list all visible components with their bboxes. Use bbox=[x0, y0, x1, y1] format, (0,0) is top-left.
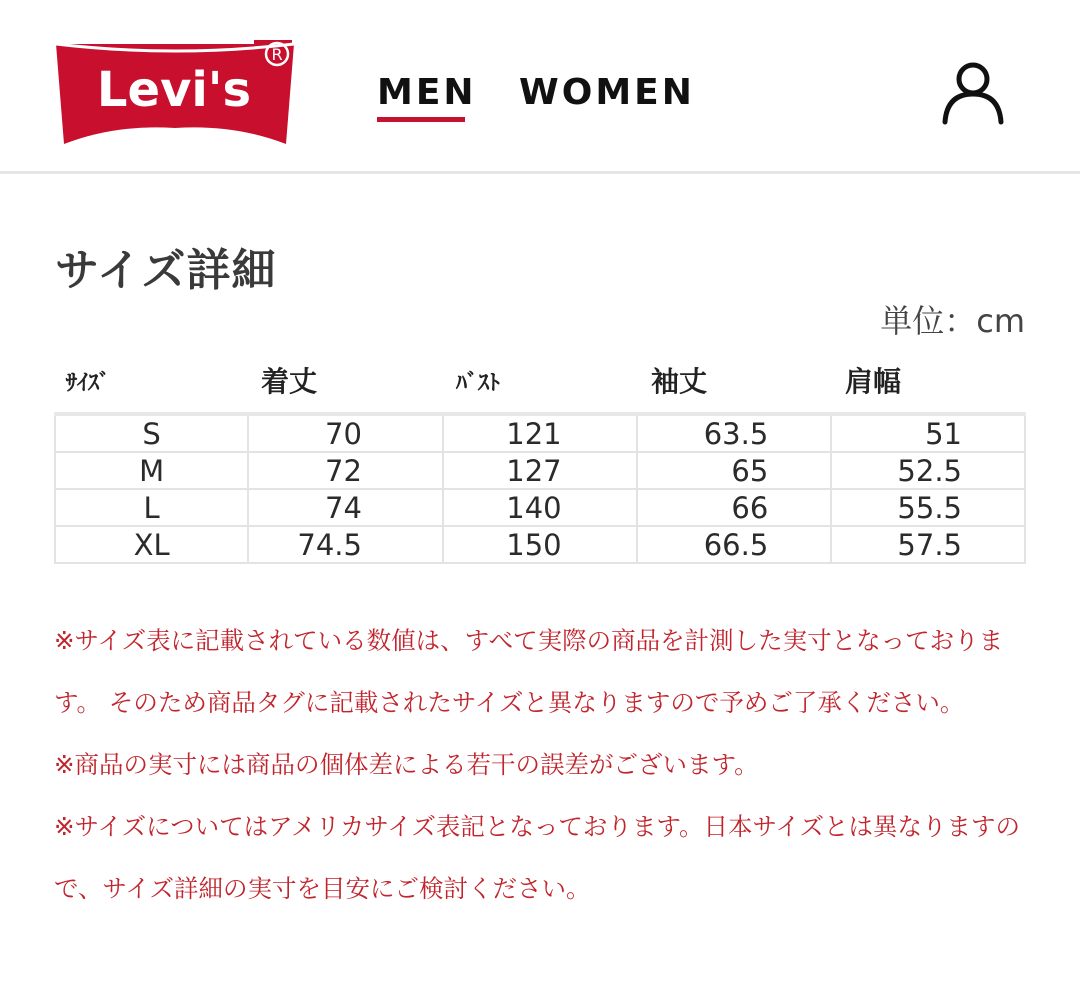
page-title: サイズ詳細 bbox=[55, 245, 277, 296]
cell-shoulder: 55.5 bbox=[831, 489, 1025, 526]
registered-mark: R bbox=[271, 45, 283, 64]
table-row bbox=[55, 414, 1025, 452]
nav-women[interactable]: WOMEN bbox=[519, 72, 695, 113]
size-table bbox=[54, 412, 1026, 564]
nav-men[interactable]: MEN bbox=[377, 72, 477, 113]
cell-bust: 121 bbox=[443, 414, 637, 452]
levis-logo[interactable] bbox=[54, 40, 296, 146]
cell-bust: 140 bbox=[443, 489, 637, 526]
cell-shoulder: 57.5 bbox=[831, 526, 1025, 563]
table-row bbox=[55, 526, 1025, 563]
column-header-shoulder: 肩幅 bbox=[845, 365, 902, 398]
size-notes bbox=[54, 610, 1029, 920]
note-measurement: ※サイズ表に記載されている数値は、すべて実際の商品を計測した実寸となっております。 そのため商品タグに記載されたサイズと異なりますので予めご了承ください。 bbox=[54, 626, 1004, 717]
cell-size: L bbox=[55, 489, 248, 526]
cell-sleeve: 66.5 bbox=[637, 526, 832, 563]
column-header-length: 着丈 bbox=[261, 365, 318, 398]
note-us-sizing: ※サイズについてはアメリカサイズ表記となっております。日本サイズとは異なりますので、サイズ詳細の実寸を目安にご検討ください。 bbox=[54, 812, 1020, 903]
account-icon[interactable] bbox=[938, 60, 1008, 126]
table-row bbox=[55, 452, 1025, 489]
cell-length: 74.5 bbox=[248, 526, 443, 563]
cell-shoulder: 52.5 bbox=[831, 452, 1025, 489]
cell-sleeve: 65 bbox=[637, 452, 832, 489]
cell-bust: 150 bbox=[443, 526, 637, 563]
nav-active-underline bbox=[377, 117, 465, 122]
cell-bust: 127 bbox=[443, 452, 637, 489]
column-header-bust: ﾊﾞｽﾄ bbox=[456, 371, 501, 396]
cell-length: 72 bbox=[248, 452, 443, 489]
site-header bbox=[0, 0, 1080, 174]
note-variance: ※商品の実寸には商品の個体差による若干の誤差がございます。 bbox=[54, 750, 759, 779]
table-column-headers bbox=[0, 360, 1080, 404]
cell-sleeve: 66 bbox=[637, 489, 832, 526]
cell-shoulder: 51 bbox=[831, 414, 1025, 452]
unit-label: 単位：cm bbox=[880, 302, 1025, 340]
column-header-size: ｻｲｽﾞ bbox=[66, 371, 111, 396]
cell-length: 74 bbox=[248, 489, 443, 526]
logo-text: Levi's bbox=[96, 62, 252, 118]
cell-size: XL bbox=[55, 526, 248, 563]
cell-sleeve: 63.5 bbox=[637, 414, 832, 452]
table-row bbox=[55, 489, 1025, 526]
cell-length: 70 bbox=[248, 414, 443, 452]
column-header-sleeve: 袖丈 bbox=[651, 365, 708, 398]
cell-size: S bbox=[55, 414, 248, 452]
cell-size: M bbox=[55, 452, 248, 489]
